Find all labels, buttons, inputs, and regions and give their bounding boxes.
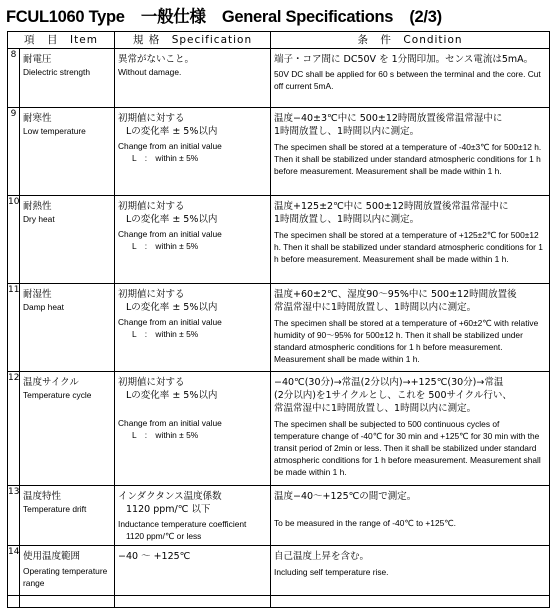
spec-line-en: L : within ± 5% bbox=[132, 153, 199, 163]
spec-cell bbox=[115, 372, 271, 486]
specification-table bbox=[7, 31, 550, 608]
item-cell bbox=[20, 284, 115, 372]
condition-text-en: 50V DC shall be applied for 60 s between the terminal and the core. Cut off current 5mA. bbox=[274, 69, 541, 91]
condition-text-en: The specimen shall be stored at a temperature of +125±2℃ for 500±12 h. Then it shall be stabilized under standard atmospheric conditions for 1 h before measurement. Measurement shall be made within 1 h. bbox=[274, 230, 543, 264]
spec-line-en: 1120 ppm/℃ or less bbox=[126, 531, 202, 541]
spec-line-en: Inductance temperature coefficient bbox=[118, 519, 247, 529]
condition-text-en: Including self temperature rise. bbox=[274, 567, 389, 577]
spec-line-jp: 初期値に対する bbox=[118, 201, 185, 212]
spec-line-en: Change from an initial value bbox=[118, 418, 222, 428]
spec-cell bbox=[115, 546, 271, 596]
table-header-row bbox=[8, 32, 550, 49]
item-name-en: Operating temperature range bbox=[23, 566, 108, 588]
condition-line-jp: 温度+60±2℃、湿度90〜95%中に 500±12時間放置後 bbox=[274, 289, 517, 300]
spec-line-en: Without damage. bbox=[118, 67, 182, 77]
spec-line-jp: Lの変化率 ± 5%以内 bbox=[126, 214, 218, 225]
spec-line-jp: 異常がないこと。 bbox=[118, 54, 195, 65]
spec-line-jp: Lの変化率 ± 5%以内 bbox=[126, 126, 218, 137]
item-name-jp: 耐熱性 bbox=[23, 201, 52, 212]
page-title: FCUL1060 Type 一般仕様 General Specifications (2/3) bbox=[6, 8, 442, 26]
condition-line-jp: 常温常湿中に1時間放置し、1時間以内に測定。 bbox=[274, 302, 477, 313]
table-row bbox=[8, 372, 550, 486]
row-number: 13 bbox=[8, 486, 20, 546]
header-specification: 規 格 Specification bbox=[115, 32, 271, 49]
item-name-en: Dielectric strength bbox=[23, 67, 91, 77]
item-name-en: Temperature cycle bbox=[23, 390, 92, 400]
spec-cell bbox=[115, 196, 271, 284]
spec-line-jp: 初期値に対する bbox=[118, 113, 185, 124]
condition-cell bbox=[271, 372, 550, 486]
condition-text-en: To be measured in the range of -40℃ to +125℃. bbox=[274, 518, 456, 528]
row-number: 9 bbox=[8, 108, 20, 196]
condition-cell bbox=[271, 108, 550, 196]
condition-line-jp: 1時間放置し、1時間以内に測定。 bbox=[274, 214, 420, 225]
condition-cell bbox=[271, 486, 550, 546]
row-number: 11 bbox=[8, 284, 20, 372]
spec-line-en: L : within ± 5% bbox=[132, 241, 199, 251]
item-cell bbox=[20, 546, 115, 596]
table-row bbox=[8, 108, 550, 196]
row-number: 14 bbox=[8, 546, 20, 596]
spec-line-jp: 初期値に対する bbox=[118, 377, 185, 388]
spec-line-jp: −40 〜 +125℃ bbox=[118, 551, 191, 562]
item-cell bbox=[20, 49, 115, 108]
item-cell bbox=[20, 486, 115, 546]
spec-line-jp: インダクタンス温度係数 bbox=[118, 491, 222, 502]
condition-line-jp: 常温常湿中に1時間放置し、1時間以内に測定。 bbox=[274, 403, 477, 414]
item-name-en: Damp heat bbox=[23, 302, 64, 312]
item-name-en: Dry heat bbox=[23, 214, 55, 224]
table-row bbox=[8, 196, 550, 284]
spec-line-en: L : within ± 5% bbox=[132, 430, 199, 440]
condition-text-en: The specimen shall be stored at a temperature of +60±2℃ with relative humidity of 90〜95% for 500±12 h. Then it shall be stabilized under standard atmospheric conditions for 1 h before measurement. Measurement shall be made within 1 h. bbox=[274, 318, 539, 364]
spec-cell bbox=[115, 486, 271, 546]
row-number: 8 bbox=[8, 49, 20, 108]
spec-cell bbox=[115, 284, 271, 372]
table-row bbox=[8, 596, 550, 608]
item-name-en: Temperature drift bbox=[23, 504, 87, 514]
condition-line-jp: −40℃(30分)→常温(2分以内)→+125℃(30分)→常温 bbox=[274, 377, 504, 388]
condition-line-jp: 自己温度上昇を含む。 bbox=[274, 551, 370, 562]
spec-line-jp: 初期値に対する bbox=[118, 289, 185, 300]
condition-line-jp: 温度−40±3℃中に 500±12時間放置後常温常湿中に bbox=[274, 113, 503, 124]
spec-line-en: Change from an initial value bbox=[118, 141, 222, 151]
condition-line-jp: 端子・コア間に DC50V を 1分間印加。センス電流は5mA。 bbox=[274, 54, 534, 65]
spec-line-jp: 1120 ppm/℃ 以下 bbox=[126, 504, 211, 515]
row-number: 10 bbox=[8, 196, 20, 284]
table-row bbox=[8, 486, 550, 546]
table-row bbox=[8, 546, 550, 596]
condition-cell bbox=[271, 196, 550, 284]
condition-line-jp: 温度−40〜+125℃の間で測定。 bbox=[274, 491, 417, 502]
item-cell bbox=[20, 196, 115, 284]
item-name-jp: 温度サイクル bbox=[23, 377, 79, 388]
spec-cell bbox=[115, 108, 271, 196]
spec-cell bbox=[115, 49, 271, 108]
item-name-jp: 耐電圧 bbox=[23, 54, 52, 65]
item-cell bbox=[20, 108, 115, 196]
item-name-jp: 耐湿性 bbox=[23, 289, 52, 300]
spec-line-en: L : within ± 5% bbox=[132, 329, 199, 339]
header-item: 項 目 Item bbox=[8, 32, 115, 49]
header-condition: 条 件 Condition bbox=[271, 32, 550, 49]
table-row bbox=[8, 49, 550, 108]
item-name-jp: 耐寒性 bbox=[23, 113, 52, 124]
spec-line-jp: Lの変化率 ± 5%以内 bbox=[126, 302, 218, 313]
condition-text-en: The specimen shall be stored at a temperature of -40±3℃ for 500±12 h. Then it shall be stabilized under standard atmospheric conditions for 1 h before measurement. Measurement shall be made within 1 h. bbox=[274, 142, 542, 176]
condition-cell bbox=[271, 284, 550, 372]
condition-cell bbox=[271, 546, 550, 596]
item-name-jp: 温度特性 bbox=[23, 491, 62, 502]
spec-line-jp: Lの変化率 ± 5%以内 bbox=[126, 390, 218, 401]
condition-line-jp: (2分以内)を1サイクルとし、これを 500サイクル行い、 bbox=[274, 390, 512, 401]
item-name-jp: 使用温度範囲 bbox=[23, 551, 81, 562]
row-number: 12 bbox=[8, 372, 20, 486]
item-name-en: Low temperature bbox=[23, 126, 86, 136]
condition-cell bbox=[271, 49, 550, 108]
condition-line-jp: 1時間放置し、1時間以内に測定。 bbox=[274, 126, 420, 137]
condition-line-jp: 温度+125±2℃中に 500±12時間放置後常温常湿中に bbox=[274, 201, 509, 212]
condition-text-en: The specimen shall be subjected to 500 continuous cycles of temperature change of -40℃ for 30 min and +125℃ for 30 min with the transit period of 2min or less. Then it shall be stabilized under standard atmospheric conditions for 1 h before measurement. Measurement shall be made within 1 h. bbox=[274, 419, 541, 477]
spec-line-en: Change from an initial value bbox=[118, 229, 222, 239]
item-cell bbox=[20, 372, 115, 486]
spec-line-en: Change from an initial value bbox=[118, 317, 222, 327]
table-row bbox=[8, 284, 550, 372]
